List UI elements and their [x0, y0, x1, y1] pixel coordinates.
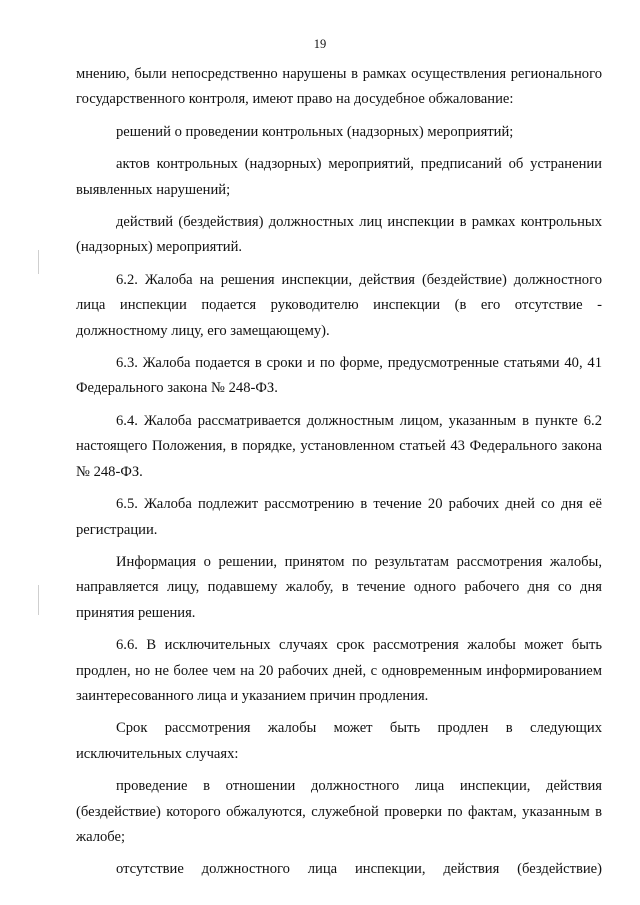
paragraph-list-item: решений о проведении контрольных (надзорных) мероприятий;	[116, 123, 514, 140]
paragraph-clause-6-5: 6.5. Жалоба подлежит рассмотрению в течение 20 рабочих дней со дня её регистрации.	[76, 496, 602, 538]
paragraph-continuation: мнению, были непосредственно нарушены в рамках осуществления регионального государственного контроля, имеют право на досудебное обжалование:	[76, 66, 602, 108]
paragraph-clause-6-6: 6.6. В исключительных случаях срок рассмотрения жалобы может быть продлен, но не более чем на 20 рабочих дней, с одновременным информированием заинтересованного лица и указанием причин продления.	[76, 637, 602, 704]
paragraph-list-item: отсутствие должностного лица инспекции, действия (бездействие)	[116, 861, 602, 878]
paragraph: Информация о решении, принятом по результатам рассмотрения жалобы, направляется лицу, подавшему жалобу, в течение одного рабочего дня со дня принятия решения.	[76, 553, 602, 621]
paragraph-clause-6-3: 6.3. Жалоба подается в сроки и по форме, предусмотренные статьями 40, 41 Федерального закона № 248-ФЗ.	[76, 355, 602, 397]
scan-margin-mark	[38, 250, 39, 274]
scan-margin-mark	[38, 585, 39, 615]
page-number: 19	[313, 37, 327, 51]
paragraph-list-item: проведение в отношении должностного лица инспекции, действия (бездействие) которого обжалуются, служебной проверки по фактам, указанным в жалобе;	[76, 778, 602, 845]
document-body	[76, 62, 602, 890]
paragraph-list-item: действий (бездействия) должностных лиц инспекции в рамках контрольных (надзорных) мероприятий.	[76, 214, 602, 256]
paragraph-list-item: актов контрольных (надзорных) мероприятий, предписаний об устранении выявленных нарушений;	[76, 156, 602, 198]
paragraph-clause-6-4: 6.4. Жалоба рассматривается должностным лицом, указанным в пункте 6.2 настоящего Положения, в порядке, установленном статьей 43 Федерального закона № 248-ФЗ.	[76, 412, 602, 480]
paragraph-clause-6-2: 6.2. Жалоба на решения инспекции, действия (бездействие) должностного лица инспекции подается руководителю инспекции (в его отсутствие - должностному лицу, его замещающему).	[76, 271, 602, 339]
paragraph: Срок рассмотрения жалобы может быть продлен в следующих исключительных случаях:	[76, 720, 602, 762]
